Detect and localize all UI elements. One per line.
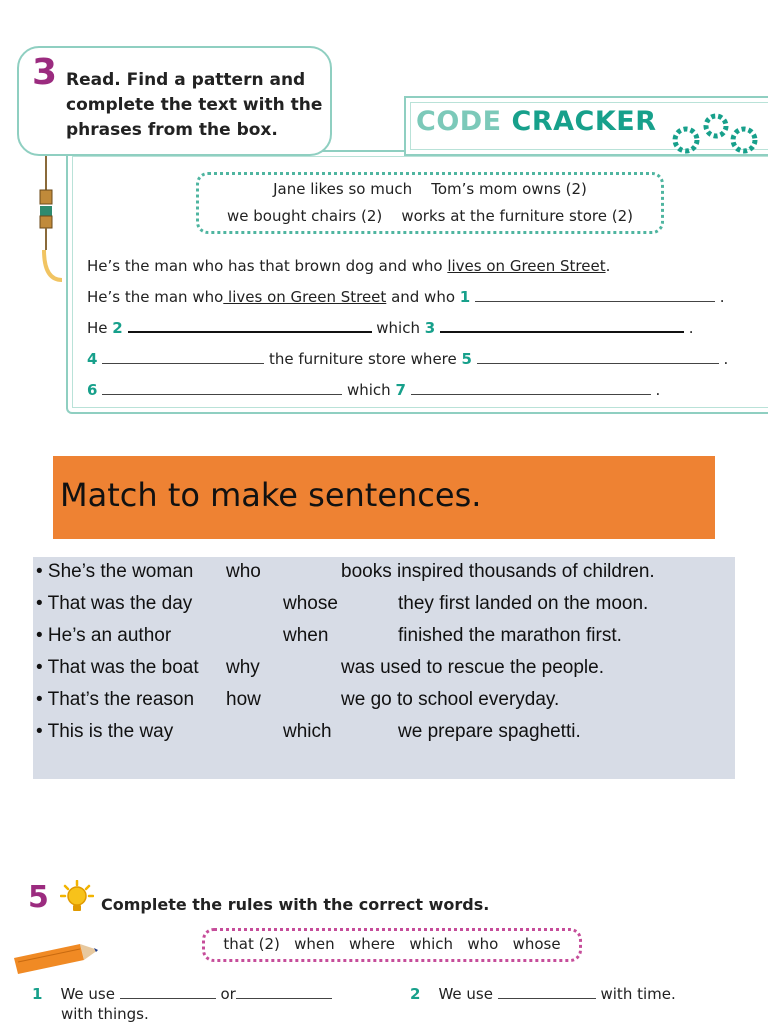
text-segment: the furniture store where bbox=[264, 350, 462, 368]
rule-1-line-2: with things. bbox=[61, 1005, 149, 1023]
sentence-end: was used to rescue the people. bbox=[341, 657, 605, 678]
match-row bbox=[0, 561, 768, 585]
answer-blank[interactable] bbox=[498, 985, 596, 999]
text-segment: or bbox=[220, 985, 236, 1003]
underlined-phrase: lives on Green Street bbox=[447, 257, 606, 275]
text-segment: . bbox=[650, 381, 661, 399]
answer-blank-5[interactable] bbox=[477, 350, 719, 364]
exercise-instruction: Read. Find a pattern and complete the text with the phrases from the box. bbox=[66, 70, 323, 140]
answer-blank-7[interactable] bbox=[411, 381, 651, 395]
text-line-3 bbox=[87, 319, 694, 337]
sentence-end: they first landed on the moon. bbox=[398, 593, 649, 614]
answer-blank[interactable] bbox=[120, 985, 216, 999]
sentence-start: • That was the boat bbox=[36, 657, 199, 678]
lightbulb-icon bbox=[60, 880, 94, 914]
answer-blank-2[interactable] bbox=[128, 319, 372, 333]
rule-number: 1 bbox=[32, 985, 43, 1003]
rule-number: 2 bbox=[410, 985, 421, 1003]
code-cracker-title bbox=[416, 106, 657, 137]
hanger-icon bbox=[32, 150, 62, 290]
phrase-line-2: we bought chairs (2) works at the furniture store (2) bbox=[227, 207, 633, 225]
pen-icon bbox=[14, 940, 100, 974]
relative-word[interactable]: whose bbox=[283, 593, 338, 614]
text-segment: We use bbox=[60, 985, 120, 1003]
text-segment: He bbox=[87, 319, 113, 337]
match-title: Match to make sentences. bbox=[60, 476, 482, 514]
rule-2 bbox=[410, 985, 676, 1003]
sentence-end: finished the marathon first. bbox=[398, 625, 622, 646]
sentence-start: • That was the day bbox=[36, 593, 193, 614]
gap-number: 1 bbox=[459, 288, 471, 306]
gap-number: 4 bbox=[87, 350, 98, 368]
exercise-instruction: Complete the rules with the correct words. bbox=[101, 895, 490, 914]
answer-blank-4[interactable] bbox=[102, 350, 264, 364]
code-word: CODE bbox=[416, 106, 502, 137]
text-line-5 bbox=[87, 381, 660, 399]
word-box-words: that (2) when where which who whose bbox=[223, 935, 561, 953]
text-segment: He’s the man who bbox=[87, 288, 224, 306]
relative-word[interactable]: why bbox=[226, 657, 260, 678]
sentence-end: books inspired thousands of children. bbox=[341, 561, 655, 582]
gap-number: 7 bbox=[395, 381, 406, 399]
relative-word[interactable]: when bbox=[283, 625, 329, 646]
relative-word[interactable]: who bbox=[226, 561, 261, 582]
sentence-start: • She’s the woman bbox=[36, 561, 194, 582]
underlined-phrase: lives on Green Street bbox=[223, 288, 387, 306]
relative-word[interactable]: which bbox=[283, 721, 332, 742]
text-line-1 bbox=[87, 257, 610, 275]
gap-number: 2 bbox=[112, 319, 123, 337]
cracker-word: CRACKER bbox=[511, 106, 657, 137]
text-segment: We use bbox=[438, 985, 498, 1003]
text-segment: and who bbox=[386, 288, 460, 306]
sentence-start: • He’s an author bbox=[36, 625, 172, 646]
match-row bbox=[0, 625, 768, 649]
text-segment: which bbox=[342, 381, 396, 399]
text-segment: with time. bbox=[600, 985, 676, 1003]
phrase-line-1: Jane likes so much Tom’s mom owns (2) bbox=[273, 180, 587, 198]
gap-number: 5 bbox=[461, 350, 472, 368]
text-segment: . bbox=[715, 288, 725, 306]
match-row bbox=[0, 593, 768, 617]
exercise-number: 5 bbox=[28, 880, 49, 915]
answer-blank-3[interactable] bbox=[440, 319, 684, 333]
sentence-end: we prepare spaghetti. bbox=[398, 721, 581, 742]
text-segment: . bbox=[605, 257, 611, 275]
sentence-end: we go to school everyday. bbox=[341, 689, 560, 710]
text-line-4 bbox=[87, 350, 728, 368]
match-row bbox=[0, 689, 768, 713]
answer-blank-6[interactable] bbox=[102, 381, 342, 395]
gap-number: 6 bbox=[87, 381, 98, 399]
gap-number: 3 bbox=[424, 319, 436, 337]
sentence-start: • That’s the reason bbox=[36, 689, 195, 710]
match-row bbox=[0, 657, 768, 681]
match-row bbox=[0, 721, 768, 745]
gear-icon bbox=[670, 112, 762, 158]
answer-blank[interactable] bbox=[236, 985, 332, 999]
rule-1 bbox=[32, 985, 332, 1003]
text-segment: He’s the man who has that brown dog and who bbox=[87, 257, 448, 275]
text-segment: . bbox=[683, 319, 694, 337]
text-segment: which bbox=[371, 319, 425, 337]
relative-word[interactable]: how bbox=[226, 689, 261, 710]
text-segment: . bbox=[718, 350, 729, 368]
text-line-2 bbox=[87, 288, 725, 306]
exercise-number: 3 bbox=[32, 52, 58, 93]
answer-blank-1[interactable] bbox=[475, 288, 715, 302]
sentence-start: • This is the way bbox=[36, 721, 174, 742]
